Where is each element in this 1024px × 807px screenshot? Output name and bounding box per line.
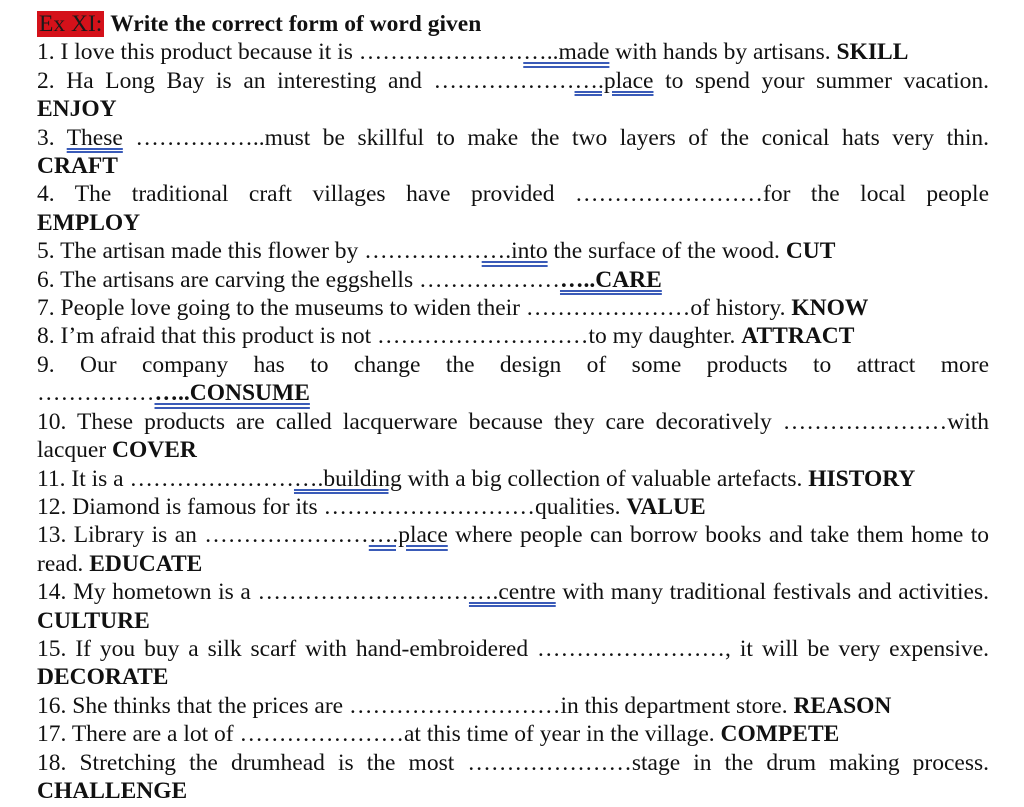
question-14: 14. My hometown is a ………………………….centre with many traditional festivals and activities. CULTURE bbox=[37, 579, 989, 634]
question-7: 7. People love going to the museums to widen their …………………of history. KNOW bbox=[37, 295, 869, 322]
question-2: 2. Ha Long Bay is an interesting and ………………….place to spend your summer vacation. bbox=[37, 67, 989, 94]
question-17: 17. There are a lot of …………………at this time of year in the village. COMPETE bbox=[37, 721, 840, 748]
question-12: 12. Diamond is famous for its ………………………qualities. VALUE bbox=[37, 493, 706, 520]
keyword: SKILL bbox=[836, 39, 909, 66]
question-2-keyword-line bbox=[37, 95, 989, 123]
handwritten-answer: …..CARE bbox=[559, 266, 662, 293]
keyword: CRAFT bbox=[37, 153, 118, 180]
question-13: 13. Library is an …………………….place where people can borrow books and take them home to read. EDUCATE bbox=[37, 522, 989, 577]
handwritten-answer: ….into bbox=[481, 238, 548, 265]
question-4: 4. The traditional craft villages have provided ……………………for the local people bbox=[37, 181, 989, 208]
handwritten-answer: ….place bbox=[368, 522, 448, 549]
question-10: 10. These products are called lacquerware because they care decoratively …………………with lacquer COVER bbox=[37, 408, 989, 464]
keyword: ENJOY bbox=[37, 96, 117, 123]
question-4-keyword-line bbox=[37, 209, 989, 237]
question-8: 8. I’m afraid that this product is not ………………………to my daughter. ATTRACT bbox=[37, 323, 855, 350]
keyword: COVER bbox=[112, 437, 197, 464]
handwritten-answer: ….place bbox=[574, 67, 654, 94]
question-5: 5. The artisan made this flower by ……………….into the surface of the wood. CUT bbox=[37, 238, 836, 265]
question-1: 1. I love this product because it is ……………………..made with hands by artisans. SKILL bbox=[37, 39, 909, 66]
question-16: 16. She thinks that the prices are ………………………in this department store. REASON bbox=[37, 692, 892, 719]
keyword: COMPETE bbox=[720, 721, 840, 748]
keyword: CULTURE bbox=[37, 607, 150, 634]
question-11: 11. It is a …………………….building with a big collection of valuable artefacts. HISTORY bbox=[37, 465, 916, 492]
question-9: 9. Our company has to change the design of some products to attract more ………………..CONSUME bbox=[37, 351, 990, 407]
keyword: KNOW bbox=[791, 295, 869, 322]
keyword: CUT bbox=[785, 238, 836, 265]
question-18: 18. Stretching the drumhead is the most …………………stage in the drum making process. CHALLENGE bbox=[37, 749, 990, 804]
keyword: HISTORY bbox=[808, 465, 916, 492]
keyword: EDUCATE bbox=[89, 550, 203, 577]
keyword: REASON bbox=[793, 692, 892, 719]
handwritten-answer: ….building bbox=[293, 465, 402, 492]
question-15: 15. If you buy a silk scarf with hand-embroidered ……………………, it will be very expensive. DECORATE bbox=[37, 635, 989, 691]
handwritten-answer: …..CONSUME bbox=[154, 380, 310, 407]
question-3: 3. These ……………..must be skillful to make the two layers of the conical hats very thin. bbox=[37, 124, 989, 151]
exercise-header bbox=[37, 10, 989, 38]
question-3-keyword-line bbox=[37, 152, 989, 180]
question-6: 6. The artisans are carving the eggshells …………………..CARE bbox=[37, 266, 662, 293]
handwritten-answer: …..made bbox=[523, 39, 610, 66]
handwritten-answer: These bbox=[66, 124, 123, 151]
keyword: CHALLENGE bbox=[37, 777, 188, 804]
handwritten-answer: ….centre bbox=[468, 579, 556, 606]
keyword: DECORATE bbox=[37, 664, 169, 691]
keyword: EMPLOY bbox=[37, 209, 141, 236]
exercise-title: Write the correct form of word given bbox=[110, 11, 482, 37]
exercise-label: Ex XI: bbox=[39, 11, 103, 37]
keyword: ATTRACT bbox=[741, 323, 855, 350]
keyword: VALUE bbox=[626, 493, 706, 520]
